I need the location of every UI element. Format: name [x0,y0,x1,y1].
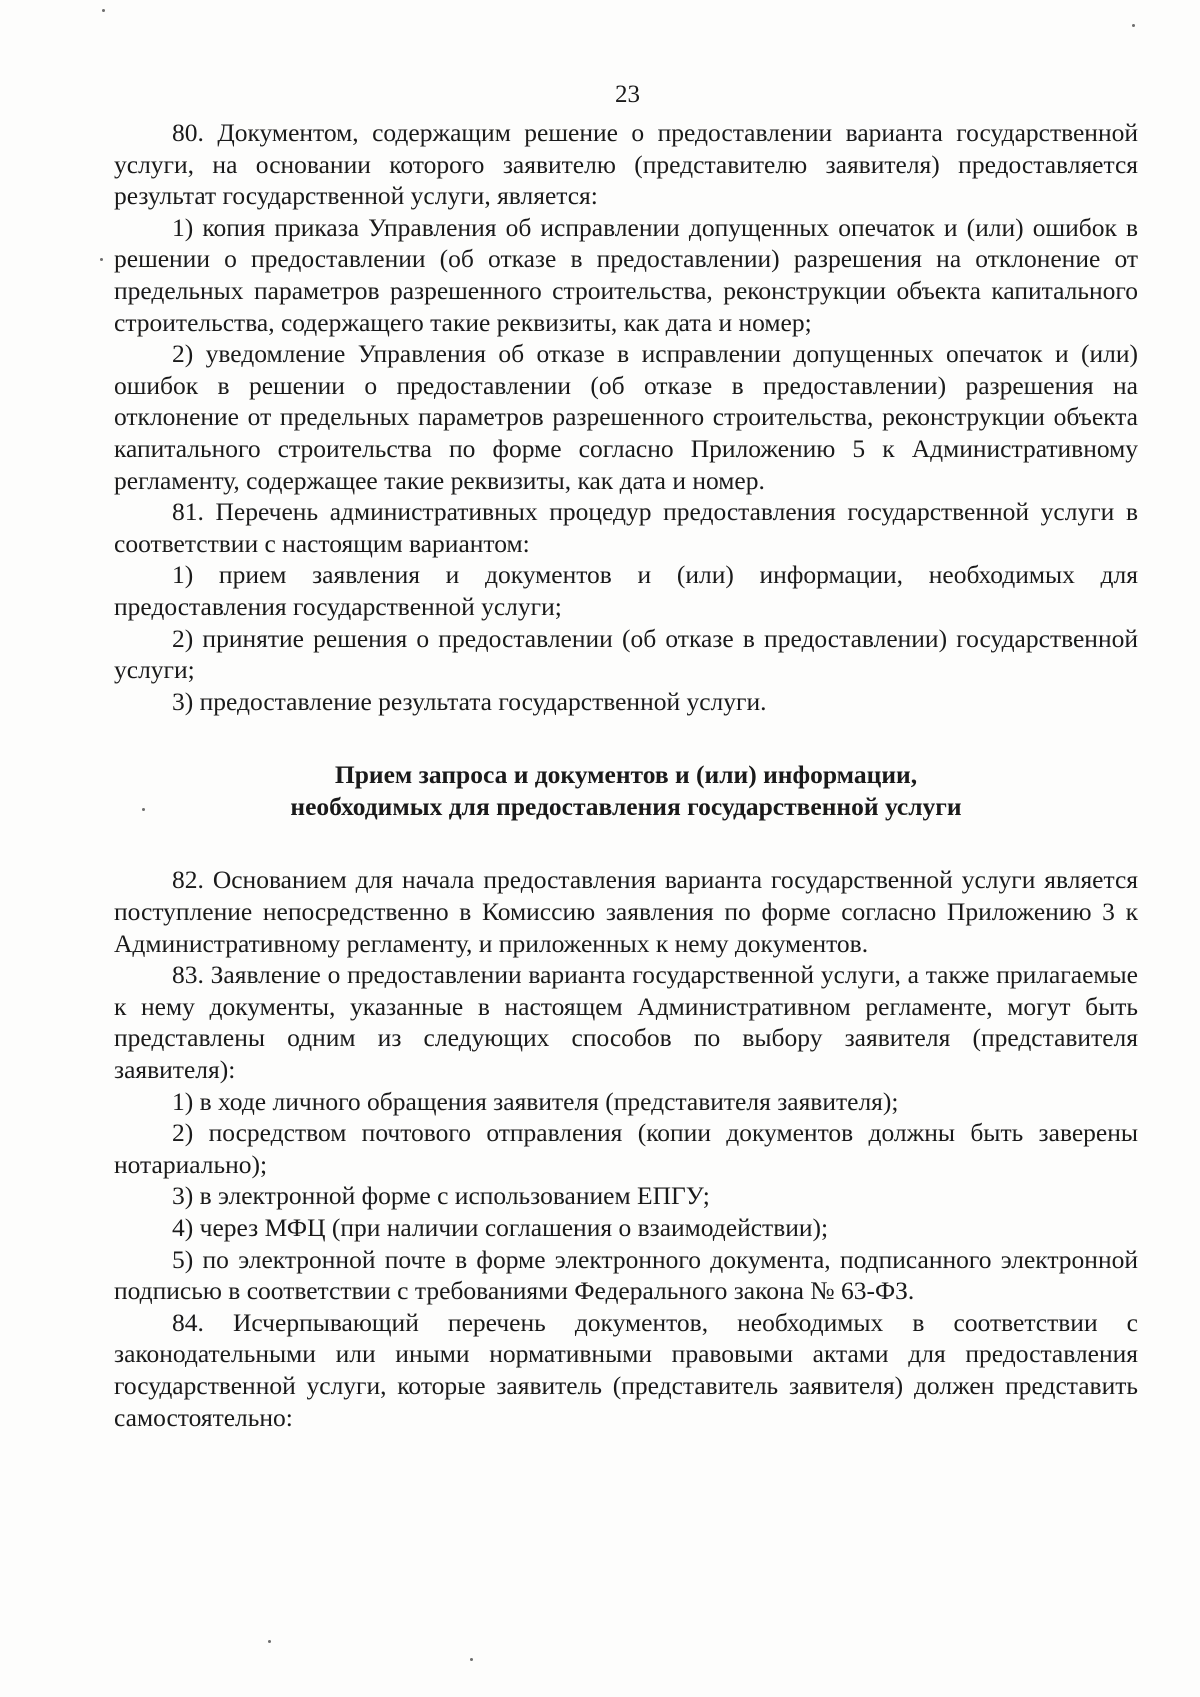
list-item-80-1: 1) копия приказа Управления об исправлении допущенных опечаток и (или) ошибок в решении о предоставлении (об отказе в предоставлении) разрешения на отклонение от предельных параметров разрешенного строительства, реконструкции объекта капитального строительства, содержащего такие реквизиты, как дата и номер; [114,212,1138,337]
list-item-83-3: 3) в электронной форме с использованием ЕПГУ; [172,1181,710,1211]
scan-speck [102,9,105,12]
paragraph-83: 83. Заявление о предоставлении варианта государственной услуги, а также прилагаемые к нему документы, указанные в настоящем Административном регламенте, могут быть представлены одним из следующих способов по выбору заявителя (представителя заявителя): [114,960,1138,1085]
list-item-80-2: 2) уведомление Управления об отказе в исправлении допущенных опечаток и (или) ошибок в решении о предоставлении (об отказе в предоставлении) разрешения на отклонение от предельных параметров разрешенного строительства, реконструкции объекта капитального строительства по форме согласно Приложению 5 к Административному регламенту, содержащее такие реквизиты, как дата и номер. [114,339,1138,495]
list-item-83-2: 2) посредством почтового отправления (копии документов должны быть заверены нотариально); [114,1118,1138,1179]
document-body [114,117,1138,1433]
list-item-81-2: 2) принятие решения о предоставлении (об отказе в предоставлении) государственной услуги; [114,623,1138,685]
list-item-81-3: 3) предоставление результата государственной услуги. [172,686,767,716]
paragraph-80: 80. Документом, содержащим решение о предоставлении варианта государственной услуги, на основании которого заявителю (представителю заявителя) предоставляется результат государственной услуги, является: [114,118,1138,211]
paragraph-82: 82. Основанием для начала предоставления варианта государственной услуги является поступление непосредственно в Комиссию заявления по форме согласно Приложению 3 к Административному регламенту, и приложенных к нему документов. [114,865,1138,958]
scan-speck [1132,24,1135,27]
page-number: 23 [615,81,640,108]
scan-speck [142,808,145,811]
section-heading-line-2: необходимых для предоставления государственной услуги [290,791,962,821]
list-item-83-1: 1) в ходе личного обращения заявителя (представителя заявителя); [172,1086,899,1116]
paragraph-81: 81. Перечень административных процедур предоставления государственной услуги в соответствии с настоящим вариантом: [114,497,1138,558]
section-heading [114,759,1138,822]
list-item-81-1: 1) прием заявления и документов и (или) информации, необходимых для предоставления государственной услуги; [114,560,1138,621]
list-item-83-4: 4) через МФЦ (при наличии соглашения о взаимодействии); [172,1213,829,1242]
scan-speck [100,258,103,261]
paragraph-84: 84. Исчерпывающий перечень документов, необходимых в соответствии с законодательными или иными нормативными правовыми актами для предоставления государственной услуги, которые заявитель (представитель заявителя) должен представить самостоятельно: [114,1307,1138,1432]
scan-speck [268,1640,271,1643]
scan-speck [470,1658,473,1661]
section-heading-line-1: Прием запроса и документов и (или) информации, [334,760,918,790]
list-item-83-5: 5) по электронной почте в форме электронного документа, подписанного электронной подписью в соответствии с требованиями Федерального закона № 63-ФЗ. [114,1244,1138,1306]
